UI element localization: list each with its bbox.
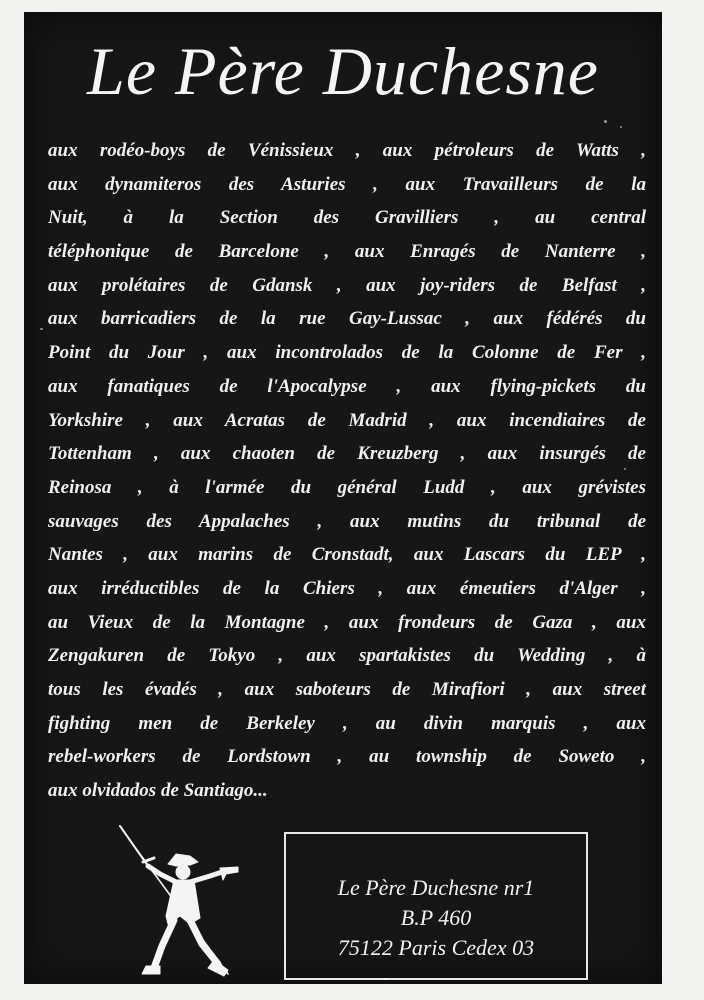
text-line: rebel-workers de Lordstown , au township de Soweto , [48, 746, 646, 768]
print-speck [620, 126, 622, 128]
text-line: aux olvidados de Santiago... [48, 780, 268, 802]
text-line: Nantes , aux marins de Cronstadt, aux Lascars du LEP , [48, 544, 646, 566]
text-line: aux barricadiers de la rue Gay-Lussac , aux fédérés du [48, 308, 646, 330]
print-speck [384, 978, 387, 980]
text-line: aux rodéo-boys de Vénissieux , aux pétroleurs de Watts , [48, 140, 646, 161]
text-line: tous les évadés , aux saboteurs de Mirafiori , aux street [48, 679, 646, 700]
text-line: au Vieux de la Montagne , aux frondeurs de Gaza , aux [48, 611, 646, 633]
text-line: Reinosa , à l'armée du général Ludd , aux grévistes [48, 476, 646, 498]
address-po-box: B.P 460 [400, 905, 472, 930]
text-line: sauvages des Appalaches , aux mutins du tribunal de [48, 510, 646, 532]
text-line: Yorkshire , aux Acratas de Madrid , aux incendiaires de [48, 409, 646, 431]
text-line: Point du Jour , aux incontrolados de la Colonne de Fer , [48, 342, 646, 364]
text-line: fighting men de Berkeley , au divin marquis , aux [48, 712, 646, 734]
print-speck [624, 468, 626, 470]
poster-panel [24, 12, 662, 984]
text-line: Zengakuren de Tokyo , aux spartakistes du Wedding , à [48, 645, 646, 667]
text-line: aux fanatiques de l'Apocalypse , aux flying-pickets du [48, 375, 646, 397]
text-line: aux prolétaires de Gdansk , aux joy-riders de Belfast , [48, 274, 646, 296]
address-city: 75122 Paris Cedex 03 [337, 935, 535, 960]
text-line: aux irréductibles de la Chiers , aux émeutiers d'Alger , [48, 577, 646, 599]
text-line: Nuit, à la Section des Gravilliers , au central [48, 207, 646, 229]
dedication-text [48, 134, 646, 808]
address-publication: Le Père Duchesne nr1 [337, 875, 535, 900]
text-line: aux dynamiteros des Asturies , aux Travailleurs de la [48, 173, 646, 195]
sans-culotte-swordsman-illustration-icon [110, 820, 240, 980]
text-line: Tottenham , aux chaoten de Kreuzberg , aux insurgés de [48, 443, 646, 465]
page-title: Le Père Duchesne [87, 33, 599, 109]
text-line: téléphonique de Barcelone , aux Enragés de Nanterre , [48, 241, 646, 263]
address-box [284, 832, 588, 980]
print-speck [604, 120, 607, 123]
print-speck [40, 328, 43, 330]
